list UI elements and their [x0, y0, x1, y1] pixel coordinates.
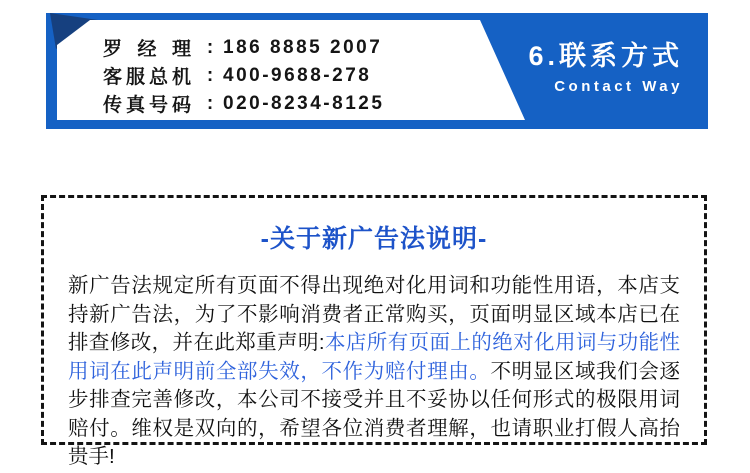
notice-text-part3: 不明显区域我们会逐步排查完善修改，本公司不接受并且不妥协以任何形式的极限用词赔付。维权是双向的，希望各位消费者理解，也请职业打假人高抬贵手!	[68, 359, 680, 468]
contact-label: 传真号码	[103, 95, 191, 116]
contact-phone-number: 186 8885 2007	[223, 36, 383, 58]
contact-banner	[46, 13, 708, 129]
notice-text-part1: 新广告法规定所有页面不得出现绝对化用词和功能性用语，本店支持新广告法，为了不影响消费者正常购买，页面明显区域本店已在排查修改，并在此郑重声明:	[68, 274, 680, 354]
banner-section-heading	[528, 40, 683, 98]
notice-paragraph	[68, 272, 680, 472]
contact-row-fax	[103, 90, 384, 117]
contact-label: 罗经理	[103, 39, 191, 60]
notice-title: -关于新广告法说明-	[260, 225, 488, 253]
contact-colon: :	[206, 64, 214, 86]
contact-hotline-number: 400-9688-278	[223, 64, 372, 86]
contact-fax-number: 020-8234-8125	[223, 92, 385, 114]
notice-text-highlight: 本店所有页面上的绝对化用词与功能性用词在此声明前全部失效，不作为赔付理由。	[68, 331, 680, 383]
contact-row-hotline	[103, 62, 384, 89]
contact-list	[103, 34, 384, 117]
ad-law-notice-box	[41, 195, 707, 468]
contact-label: 客服总机	[103, 67, 191, 88]
contact-row-manager	[103, 34, 384, 61]
section-subtitle: Contact Way	[554, 78, 683, 95]
section-title: 6.联系方式	[528, 41, 683, 71]
contact-colon: :	[206, 92, 214, 114]
contact-colon: :	[206, 36, 214, 58]
